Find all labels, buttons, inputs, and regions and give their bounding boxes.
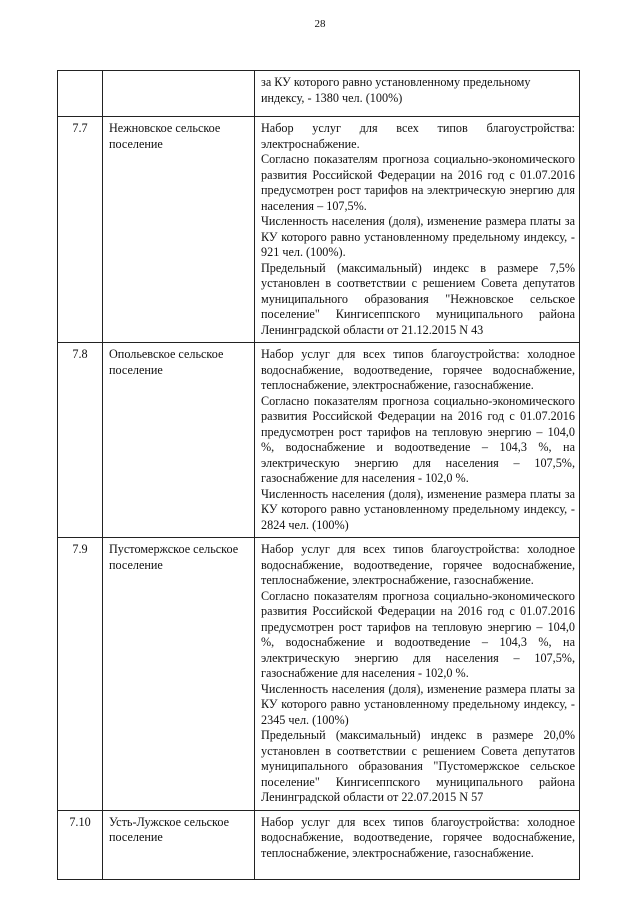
description-paragraph: Набор услуг для всех типов благоустройства: холодное водоснабжение, водоотведение, горячее водоснабжение, теплоснабжение, электроснабжение, газоснабжение. xyxy=(261,347,575,392)
description-paragraph: Набор услуг для всех типов благоустройства: электроснабжение. xyxy=(261,121,575,151)
table-row xyxy=(58,117,580,343)
settlement-name xyxy=(103,71,255,117)
table-row xyxy=(58,343,580,538)
settlements-table xyxy=(57,70,580,880)
description-paragraph: Согласно показателям прогноза социально-экономического развития Российской Федерации на 2016 год с 01.07.2016 предусмотрен рост тарифов на тепловую энергию – 104,0 %, водоснабжение и водоотведение – 104,3 %, на электрическую энергию для населения – 107,5%, газоснабжение для населения - 102,0 %. xyxy=(261,588,575,680)
row-description xyxy=(255,538,580,811)
table-row xyxy=(58,71,580,117)
description-paragraph: Набор услуг для всех типов благоустройства: холодное водоснабжение, водоотведение, горячее водоснабжение, теплоснабжение, электроснабжение, газоснабжение. xyxy=(261,814,575,860)
description-paragraph: Предельный (максимальный) индекс в размере 20,0% установлен в соответствии с решением Совета депутатов муниципального образования "Пустомержское сельское поселение" Кингисеппского муниципального района Ленинградской области от 22.07.2015 N 57 xyxy=(261,728,575,804)
description-paragraph: индексу, - 1380 чел. (100%) xyxy=(261,90,403,105)
row-number: 7.8 xyxy=(58,343,103,538)
description-paragraph: Численность населения (доля), изменение размера платы за КУ которого равно установленному предельному индексу, - 2824 чел. (100%) xyxy=(261,486,575,532)
page-number: 28 xyxy=(314,18,326,30)
description-paragraph: Предельный (максимальный) индекс в размере 7,5% установлен в соответствии с решением Совета депутатов муниципального образования "Нежновское сельское поселение" Кингисеппского муниципального района Ленинградской области от 21.12.2015 N 43 xyxy=(261,260,575,337)
description-paragraph: за КУ которого равно установленному предельному xyxy=(261,75,531,89)
row-description xyxy=(255,810,580,879)
table-row xyxy=(58,538,580,811)
description-paragraph: Численность населения (доля), изменение размера платы за КУ которого равно установленному предельному индексу, - 2345 чел. (100%) xyxy=(261,681,575,727)
description-paragraph: Численность населения (доля), изменение размера платы за КУ которого равно установленному предельному индексу, - 921 чел. (100%). xyxy=(261,214,575,259)
settlement-name: Нежновское сельское поселение xyxy=(103,117,255,343)
table-row xyxy=(58,810,580,879)
settlement-name: Усть-Лужское сельское поселение xyxy=(103,810,255,879)
row-number: 7.9 xyxy=(58,538,103,811)
row-description xyxy=(255,71,580,117)
row-number: 7.10 xyxy=(58,810,103,879)
row-description xyxy=(255,343,580,538)
row-number: 7.7 xyxy=(58,117,103,343)
row-number xyxy=(58,71,103,117)
description-paragraph: Согласно показателям прогноза социально-экономического развития Российской Федерации на 2016 год с 01.07.2016 предусмотрен рост тарифов на тепловую энергию – 104,0 %, водоснабжение и водоотведение – 104,3 %, на электрическую энергию для населения – 107,5%, газоснабжение для населения - 102,0 %. xyxy=(261,393,575,485)
description-paragraph: Согласно показателям прогноза социально-экономического развития Российской Федерации на 2016 год с 01.07.2016 предусмотрен рост тарифов на электрическую энергию для населения – 107,5%. xyxy=(261,152,575,213)
description-paragraph: Набор услуг для всех типов благоустройства: холодное водоснабжение, водоотведение, горячее водоснабжение, теплоснабжение, электроснабжение, газоснабжение. xyxy=(261,542,575,587)
settlement-name: Опольевское сельское поселение xyxy=(103,343,255,538)
settlement-name: Пустомержское сельское поселение xyxy=(103,538,255,811)
row-description xyxy=(255,117,580,343)
